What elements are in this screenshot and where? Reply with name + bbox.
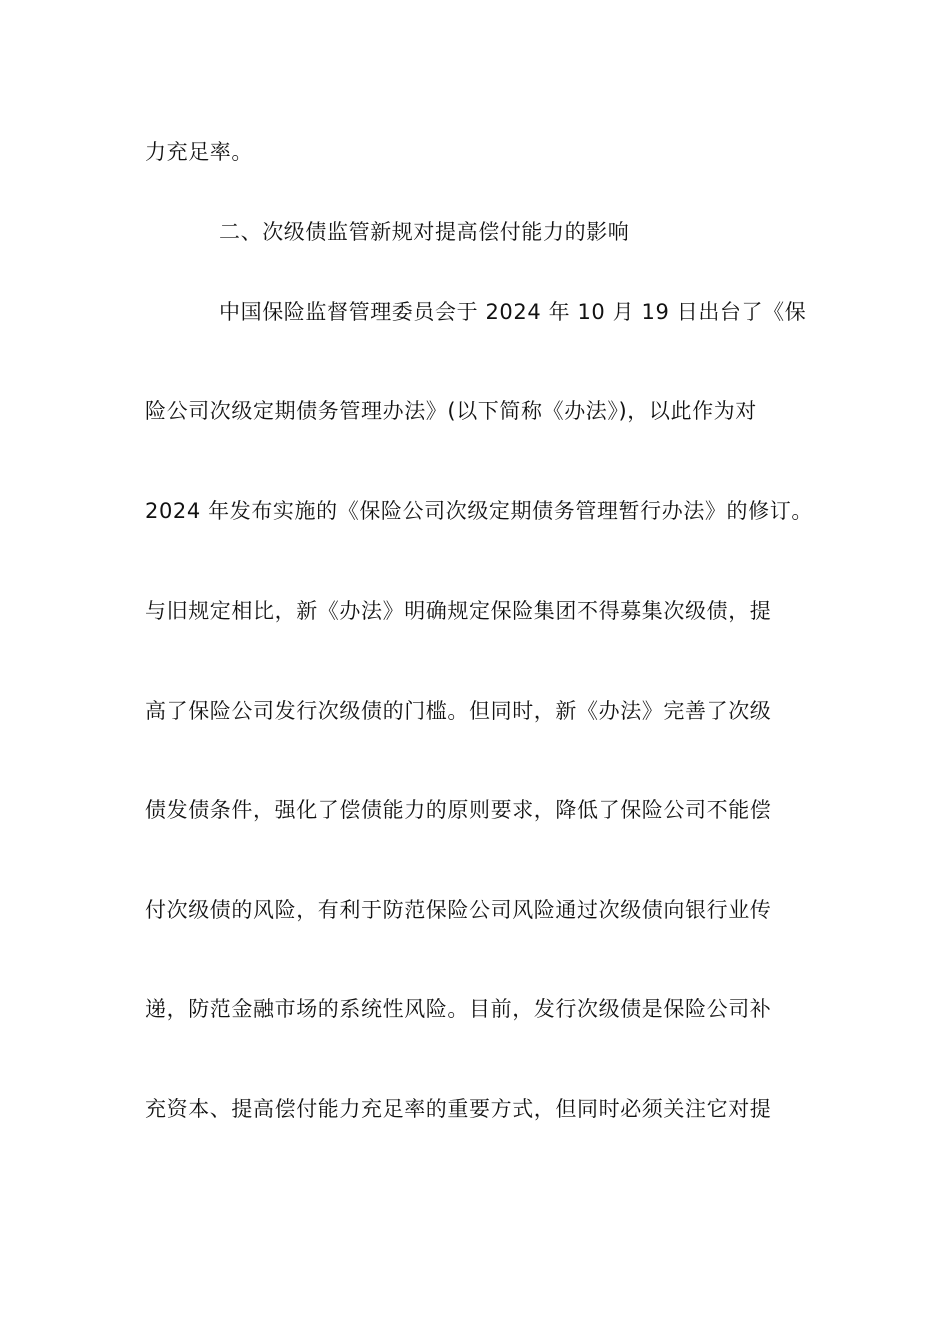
paragraph-line: 力充足率。 <box>145 140 253 164</box>
paragraph-line: 2024 年发布实施的《保险公司次级定期债务管理暂行办法》的修订。 <box>145 499 813 523</box>
paragraph-line: 付次级债的风险，有利于防范保险公司风险通过次级债向银行业传 <box>145 898 772 922</box>
paragraph-line: 充资本、提高偿付能力充足率的重要方式，但同时必须关注它对提 <box>145 1097 772 1121</box>
paragraph-line: 债发债条件，强化了偿债能力的原则要求，降低了保险公司不能偿 <box>145 798 772 822</box>
paragraph-line: 险公司次级定期债务管理办法》(以下简称《办法》)，以此作为对 <box>145 399 757 423</box>
paragraph-line: 高了保险公司发行次级债的门槛。但同时，新《办法》完善了次级 <box>145 699 772 723</box>
paragraph-line: 中国保险监督管理委员会于 2024 年 10 月 19 日出台了《保 <box>219 300 807 324</box>
paragraph-line: 递，防范金融市场的系统性风险。目前，发行次级债是保险公司补 <box>145 997 772 1021</box>
section-heading: 二、次级债监管新规对提高偿付能力的影响 <box>219 220 630 244</box>
paragraph-line: 与旧规定相比，新《办法》明确规定保险集团不得募集次级债，提 <box>145 599 772 623</box>
